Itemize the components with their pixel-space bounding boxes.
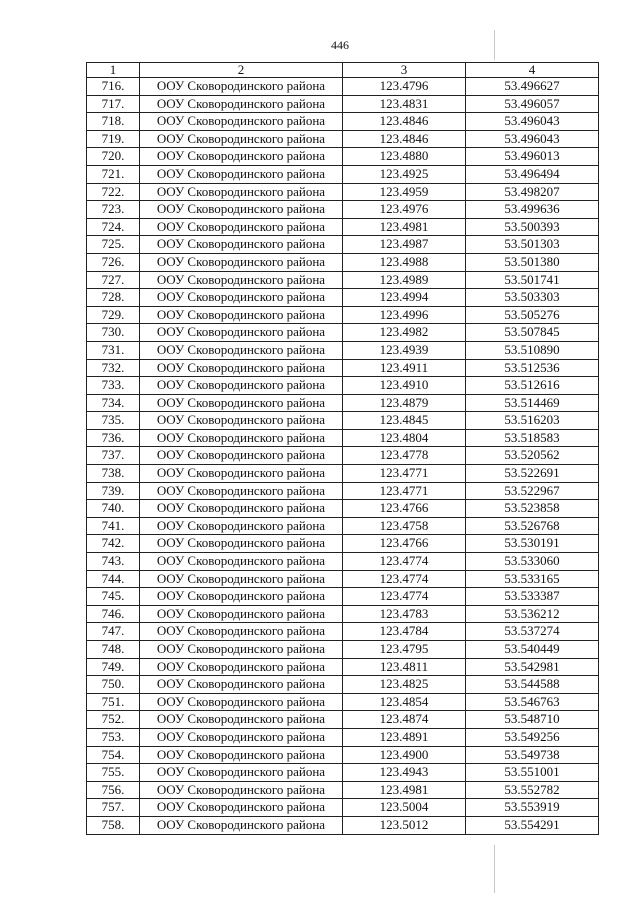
table-row	[87, 113, 599, 131]
organization-name: ООУ Сковородинского района	[140, 781, 343, 799]
longitude-value: 123.4795	[343, 641, 466, 659]
table-row	[87, 183, 599, 201]
latitude-value: 53.530191	[466, 535, 599, 553]
longitude-value: 123.4784	[343, 623, 466, 641]
longitude-value: 123.4925	[343, 165, 466, 183]
row-number: 747.	[87, 623, 140, 641]
row-number: 731.	[87, 341, 140, 359]
row-number: 725.	[87, 236, 140, 254]
table-row	[87, 447, 599, 465]
organization-name: ООУ Сковородинского района	[140, 78, 343, 96]
table-row	[87, 95, 599, 113]
longitude-value: 123.4783	[343, 605, 466, 623]
organization-name: ООУ Сковородинского района	[140, 201, 343, 219]
row-number: 726.	[87, 253, 140, 271]
latitude-value: 53.512616	[466, 377, 599, 395]
table-row	[87, 676, 599, 694]
latitude-value: 53.546763	[466, 693, 599, 711]
latitude-value: 53.503303	[466, 289, 599, 307]
organization-name: ООУ Сковородинского района	[140, 324, 343, 342]
row-number: 735.	[87, 412, 140, 430]
column-header-latitude: 4	[466, 63, 599, 78]
latitude-value: 53.496043	[466, 130, 599, 148]
latitude-value: 53.501303	[466, 236, 599, 254]
latitude-value: 53.501380	[466, 253, 599, 271]
row-number: 737.	[87, 447, 140, 465]
row-number: 716.	[87, 78, 140, 96]
organization-name: ООУ Сковородинского района	[140, 165, 343, 183]
longitude-value: 123.4811	[343, 658, 466, 676]
latitude-value: 53.496013	[466, 148, 599, 166]
table-row	[87, 693, 599, 711]
organization-name: ООУ Сковородинского района	[140, 816, 343, 834]
latitude-value: 53.542981	[466, 658, 599, 676]
table-row	[87, 165, 599, 183]
longitude-value: 123.4796	[343, 78, 466, 96]
row-number: 741.	[87, 517, 140, 535]
table-row	[87, 535, 599, 553]
organization-name: ООУ Сковородинского района	[140, 289, 343, 307]
longitude-value: 123.4900	[343, 746, 466, 764]
latitude-value: 53.552782	[466, 781, 599, 799]
table-row	[87, 289, 599, 307]
latitude-value: 53.505276	[466, 306, 599, 324]
longitude-value: 123.4989	[343, 271, 466, 289]
organization-name: ООУ Сковородинского района	[140, 95, 343, 113]
longitude-value: 123.4994	[343, 289, 466, 307]
row-number: 722.	[87, 183, 140, 201]
longitude-value: 123.4982	[343, 324, 466, 342]
longitude-value: 123.4981	[343, 781, 466, 799]
longitude-value: 123.4774	[343, 553, 466, 571]
table-row	[87, 359, 599, 377]
table-row	[87, 570, 599, 588]
organization-name: ООУ Сковородинского района	[140, 500, 343, 518]
table-row	[87, 764, 599, 782]
table-row	[87, 500, 599, 518]
organization-name: ООУ Сковородинского района	[140, 553, 343, 571]
table-row	[87, 236, 599, 254]
organization-name: ООУ Сковородинского района	[140, 236, 343, 254]
longitude-value: 123.4910	[343, 377, 466, 395]
row-number: 754.	[87, 746, 140, 764]
row-number: 752.	[87, 711, 140, 729]
table-row	[87, 623, 599, 641]
table-row	[87, 412, 599, 430]
table-row	[87, 799, 599, 817]
table-row	[87, 658, 599, 676]
table-row	[87, 253, 599, 271]
latitude-value: 53.526768	[466, 517, 599, 535]
latitude-value: 53.533060	[466, 553, 599, 571]
table-row	[87, 341, 599, 359]
table-row	[87, 429, 599, 447]
organization-name: ООУ Сковородинского района	[140, 359, 343, 377]
longitude-value: 123.4911	[343, 359, 466, 377]
table-header-row	[87, 63, 599, 78]
column-header-name: 2	[140, 63, 343, 78]
organization-name: ООУ Сковородинского района	[140, 412, 343, 430]
organization-name: ООУ Сковородинского района	[140, 429, 343, 447]
latitude-value: 53.510890	[466, 341, 599, 359]
table-row	[87, 781, 599, 799]
latitude-value: 53.548710	[466, 711, 599, 729]
latitude-value: 53.512536	[466, 359, 599, 377]
latitude-value: 53.536212	[466, 605, 599, 623]
row-number: 756.	[87, 781, 140, 799]
organization-name: ООУ Сковородинского района	[140, 535, 343, 553]
longitude-value: 123.4831	[343, 95, 466, 113]
latitude-value: 53.537274	[466, 623, 599, 641]
row-number: 753.	[87, 728, 140, 746]
longitude-value: 123.4846	[343, 130, 466, 148]
row-number: 751.	[87, 693, 140, 711]
longitude-value: 123.4976	[343, 201, 466, 219]
longitude-value: 123.4874	[343, 711, 466, 729]
longitude-value: 123.4846	[343, 113, 466, 131]
row-number: 718.	[87, 113, 140, 131]
longitude-value: 123.4845	[343, 412, 466, 430]
table-row	[87, 148, 599, 166]
organization-name: ООУ Сковородинского района	[140, 605, 343, 623]
row-number: 728.	[87, 289, 140, 307]
longitude-value: 123.4758	[343, 517, 466, 535]
latitude-value: 53.499636	[466, 201, 599, 219]
table-row	[87, 465, 599, 483]
organization-name: ООУ Сковородинского района	[140, 394, 343, 412]
longitude-value: 123.4778	[343, 447, 466, 465]
organization-name: ООУ Сковородинского района	[140, 341, 343, 359]
table-row	[87, 711, 599, 729]
longitude-value: 123.4981	[343, 218, 466, 236]
organization-name: ООУ Сковородинского района	[140, 183, 343, 201]
longitude-value: 123.4891	[343, 728, 466, 746]
organization-name: ООУ Сковородинского района	[140, 799, 343, 817]
organization-name: ООУ Сковородинского района	[140, 570, 343, 588]
latitude-value: 53.516203	[466, 412, 599, 430]
row-number: 745.	[87, 588, 140, 606]
organization-name: ООУ Сковородинского района	[140, 641, 343, 659]
organization-name: ООУ Сковородинского района	[140, 711, 343, 729]
row-number: 732.	[87, 359, 140, 377]
organization-name: ООУ Сковородинского района	[140, 447, 343, 465]
latitude-value: 53.522967	[466, 482, 599, 500]
longitude-value: 123.4939	[343, 341, 466, 359]
table-row	[87, 324, 599, 342]
organization-name: ООУ Сковородинского района	[140, 113, 343, 131]
longitude-value: 123.4879	[343, 394, 466, 412]
latitude-value: 53.496043	[466, 113, 599, 131]
organization-name: ООУ Сковородинского района	[140, 623, 343, 641]
row-number: 729.	[87, 306, 140, 324]
row-number: 739.	[87, 482, 140, 500]
organization-name: ООУ Сковородинского района	[140, 764, 343, 782]
latitude-value: 53.507845	[466, 324, 599, 342]
table-row	[87, 746, 599, 764]
row-number: 749.	[87, 658, 140, 676]
row-number: 757.	[87, 799, 140, 817]
latitude-value: 53.514469	[466, 394, 599, 412]
latitude-value: 53.498207	[466, 183, 599, 201]
row-number: 743.	[87, 553, 140, 571]
column-header-number: 1	[87, 63, 140, 78]
organization-name: ООУ Сковородинского района	[140, 676, 343, 694]
latitude-value: 53.501741	[466, 271, 599, 289]
row-number: 742.	[87, 535, 140, 553]
row-number: 720.	[87, 148, 140, 166]
latitude-value: 53.544588	[466, 676, 599, 694]
longitude-value: 123.5012	[343, 816, 466, 834]
organization-name: ООУ Сковородинского района	[140, 271, 343, 289]
row-number: 724.	[87, 218, 140, 236]
row-number: 723.	[87, 201, 140, 219]
longitude-value: 123.4774	[343, 588, 466, 606]
row-number: 758.	[87, 816, 140, 834]
latitude-value: 53.551001	[466, 764, 599, 782]
organization-name: ООУ Сковородинского района	[140, 693, 343, 711]
longitude-value: 123.4825	[343, 676, 466, 694]
table-row	[87, 588, 599, 606]
longitude-value: 123.4766	[343, 500, 466, 518]
table-row	[87, 306, 599, 324]
longitude-value: 123.4880	[343, 148, 466, 166]
table-row	[87, 201, 599, 219]
latitude-value: 53.553919	[466, 799, 599, 817]
row-number: 721.	[87, 165, 140, 183]
table-row	[87, 605, 599, 623]
longitude-value: 123.5004	[343, 799, 466, 817]
latitude-value: 53.549256	[466, 728, 599, 746]
latitude-value: 53.496627	[466, 78, 599, 96]
latitude-value: 53.500393	[466, 218, 599, 236]
organization-name: ООУ Сковородинского района	[140, 148, 343, 166]
longitude-value: 123.4766	[343, 535, 466, 553]
organization-name: ООУ Сковородинского района	[140, 517, 343, 535]
latitude-value: 53.533387	[466, 588, 599, 606]
row-number: 748.	[87, 641, 140, 659]
row-number: 736.	[87, 429, 140, 447]
table-row	[87, 553, 599, 571]
scan-artifact-line-top	[494, 30, 495, 60]
column-header-longitude: 3	[343, 63, 466, 78]
latitude-value: 53.540449	[466, 641, 599, 659]
organization-name: ООУ Сковородинского района	[140, 130, 343, 148]
table-row	[87, 218, 599, 236]
row-number: 746.	[87, 605, 140, 623]
longitude-value: 123.4959	[343, 183, 466, 201]
row-number: 755.	[87, 764, 140, 782]
table-row	[87, 394, 599, 412]
organization-name: ООУ Сковородинского района	[140, 482, 343, 500]
table-row	[87, 130, 599, 148]
table-row	[87, 377, 599, 395]
longitude-value: 123.4771	[343, 482, 466, 500]
organization-name: ООУ Сковородинского района	[140, 588, 343, 606]
row-number: 733.	[87, 377, 140, 395]
organization-name: ООУ Сковородинского района	[140, 658, 343, 676]
organization-name: ООУ Сковородинского района	[140, 253, 343, 271]
table-row	[87, 271, 599, 289]
row-number: 740.	[87, 500, 140, 518]
row-number: 717.	[87, 95, 140, 113]
latitude-value: 53.522691	[466, 465, 599, 483]
longitude-value: 123.4804	[343, 429, 466, 447]
organization-name: ООУ Сковородинского района	[140, 728, 343, 746]
scan-artifact-line-bottom	[494, 845, 495, 893]
longitude-value: 123.4987	[343, 236, 466, 254]
longitude-value: 123.4774	[343, 570, 466, 588]
row-number: 738.	[87, 465, 140, 483]
latitude-value: 53.549738	[466, 746, 599, 764]
table-row	[87, 641, 599, 659]
latitude-value: 53.496057	[466, 95, 599, 113]
page-number: 446	[331, 38, 349, 52]
organization-name: ООУ Сковородинского района	[140, 218, 343, 236]
row-number: 727.	[87, 271, 140, 289]
latitude-value: 53.554291	[466, 816, 599, 834]
row-number: 719.	[87, 130, 140, 148]
organization-name: ООУ Сковородинского района	[140, 746, 343, 764]
organization-name: ООУ Сковородинского района	[140, 377, 343, 395]
longitude-value: 123.4943	[343, 764, 466, 782]
table-row	[87, 482, 599, 500]
table-row	[87, 517, 599, 535]
latitude-value: 53.518583	[466, 429, 599, 447]
latitude-value: 53.523858	[466, 500, 599, 518]
row-number: 750.	[87, 676, 140, 694]
longitude-value: 123.4988	[343, 253, 466, 271]
row-number: 744.	[87, 570, 140, 588]
coordinates-table	[86, 62, 599, 835]
row-number: 734.	[87, 394, 140, 412]
longitude-value: 123.4771	[343, 465, 466, 483]
table-row	[87, 816, 599, 834]
latitude-value: 53.533165	[466, 570, 599, 588]
table-row	[87, 728, 599, 746]
longitude-value: 123.4996	[343, 306, 466, 324]
table-body	[87, 78, 599, 835]
latitude-value: 53.520562	[466, 447, 599, 465]
table-row	[87, 78, 599, 96]
latitude-value: 53.496494	[466, 165, 599, 183]
row-number: 730.	[87, 324, 140, 342]
organization-name: ООУ Сковородинского района	[140, 465, 343, 483]
organization-name: ООУ Сковородинского района	[140, 306, 343, 324]
longitude-value: 123.4854	[343, 693, 466, 711]
